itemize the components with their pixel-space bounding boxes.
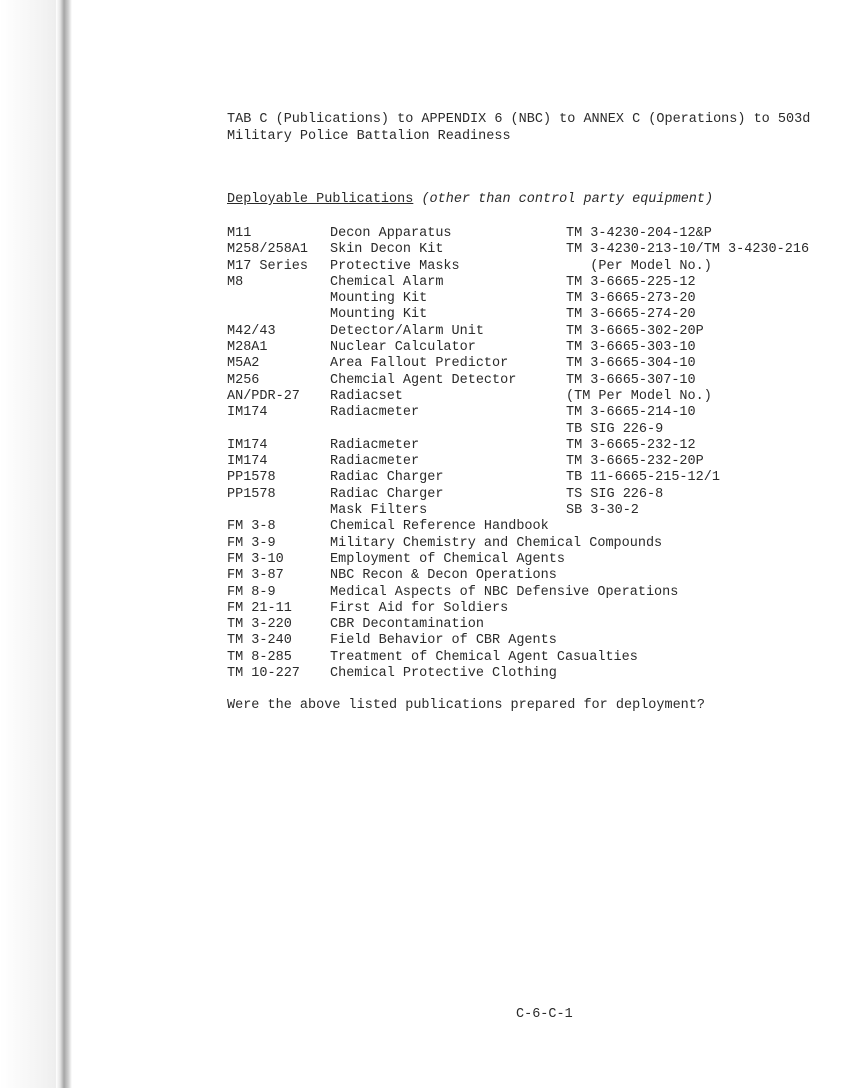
item-number: IM174 bbox=[227, 454, 268, 470]
item-name: Skin Decon Kit bbox=[330, 242, 444, 258]
scan-binding-shadow bbox=[56, 0, 72, 1088]
item-name: Employment of Chemical Agents bbox=[330, 551, 565, 567]
publication-reference: TS SIG 226-8 bbox=[566, 486, 664, 502]
item-number: FM 8-9 bbox=[227, 584, 276, 600]
section-heading bbox=[227, 192, 713, 207]
item-name: Field Behavior of CBR Agents bbox=[330, 633, 557, 649]
item-number: FM 3-9 bbox=[227, 535, 276, 551]
item-name: Radiacmeter bbox=[330, 405, 420, 421]
item-name: CBR Decontamination bbox=[330, 617, 484, 633]
item-number: TM 3-220 bbox=[227, 617, 292, 633]
page-number: C-6-C-1 bbox=[516, 1007, 573, 1022]
item-name: Chemical Protective Clothing bbox=[330, 666, 557, 682]
publication-reference: TB 11-6665-215-12/1 bbox=[566, 470, 720, 486]
item-number: TM 10-227 bbox=[227, 666, 300, 682]
publication-reference: TM 3-4230-213-10/TM 3-4230-216 bbox=[566, 242, 810, 258]
publication-reference: TM 3-4230-204-12&P bbox=[566, 226, 712, 241]
publication-reference: TM 3-6665-273-20 bbox=[566, 291, 696, 307]
publication-reference: (TM Per Model No.) bbox=[566, 388, 712, 404]
item-number: M11 bbox=[227, 226, 252, 241]
item-number: FM 21-11 bbox=[227, 600, 292, 616]
item-number: M8 bbox=[227, 274, 244, 290]
scan-margin bbox=[0, 0, 56, 1088]
item-number: M256 bbox=[227, 372, 260, 388]
item-name: Decon Apparatus bbox=[330, 226, 452, 241]
item-name: Radiacmeter bbox=[330, 437, 420, 453]
item-name: Chemcial Agent Detector bbox=[330, 372, 517, 388]
document-title bbox=[227, 112, 810, 145]
item-name: Nuclear Calculator bbox=[330, 340, 476, 356]
publication-reference: TM 3-6665-303-10 bbox=[566, 340, 696, 356]
item-number: FM 3-8 bbox=[227, 519, 276, 535]
item-name: Military Chemistry and Chemical Compounds bbox=[330, 535, 663, 551]
item-number: IM174 bbox=[227, 437, 268, 453]
publication-reference: TM 3-6665-232-20P bbox=[566, 454, 704, 470]
item-name: Chemical Reference Handbook bbox=[330, 519, 549, 535]
title-line-1: TAB C (Publications) to APPENDIX 6 (NBC) to ANNEX C (Operations) to 503d bbox=[227, 112, 811, 127]
item-number: M17 Series bbox=[227, 258, 309, 274]
item-name: NBC Recon & Decon Operations bbox=[330, 568, 557, 584]
title-line-2: Military Police Battalion Readiness bbox=[227, 128, 511, 144]
publication-reference: TM 3-6665-225-12 bbox=[566, 274, 696, 290]
item-number: AN/PDR-27 bbox=[227, 388, 300, 404]
item-name: Radiacset bbox=[330, 388, 403, 404]
item-number: FM 3-87 bbox=[227, 568, 284, 584]
item-name: Radiacmeter bbox=[330, 454, 420, 470]
item-number: M258/258A1 bbox=[227, 242, 309, 258]
section-subtitle: (other than control party equipment) bbox=[421, 192, 714, 207]
item-name: Mounting Kit bbox=[330, 307, 428, 323]
publication-reference: TM 3-6665-304-10 bbox=[566, 356, 696, 372]
publication-reference: SB 3-30-2 bbox=[566, 503, 639, 519]
publication-reference: TM 3-6665-307-10 bbox=[566, 372, 696, 388]
item-name: Area Fallout Predictor bbox=[330, 356, 509, 372]
publication-reference: (Per Model No.) bbox=[566, 258, 712, 274]
item-name: Mask Filters bbox=[330, 503, 428, 519]
publication-reference: TB SIG 226-9 bbox=[566, 421, 664, 437]
publication-reference: TM 3-6665-274-20 bbox=[566, 307, 696, 323]
item-name: Mounting Kit bbox=[330, 291, 428, 307]
item-name: Radiac Charger bbox=[330, 470, 444, 486]
item-name: Chemical Alarm bbox=[330, 274, 444, 290]
publication-reference: TM 3-6665-302-20P bbox=[566, 323, 704, 339]
item-number: PP1578 bbox=[227, 470, 276, 486]
item-name: Detector/Alarm Unit bbox=[330, 323, 484, 339]
item-number: FM 3-10 bbox=[227, 551, 284, 567]
item-number: PP1578 bbox=[227, 486, 276, 502]
section-title: Deployable Publications bbox=[227, 192, 414, 207]
deployment-question: Were the above listed publications prepared for deployment? bbox=[227, 698, 705, 713]
item-name: Radiac Charger bbox=[330, 486, 444, 502]
item-number: M42/43 bbox=[227, 323, 276, 339]
item-number: TM 3-240 bbox=[227, 633, 292, 649]
publication-reference: TM 3-6665-232-12 bbox=[566, 437, 696, 453]
item-number: M28A1 bbox=[227, 340, 268, 356]
item-number: IM174 bbox=[227, 405, 268, 421]
item-name: Treatment of Chemical Agent Casualties bbox=[330, 649, 638, 665]
item-name: First Aid for Soldiers bbox=[330, 600, 509, 616]
item-name: Protective Masks bbox=[330, 258, 460, 274]
item-name: Medical Aspects of NBC Defensive Operations bbox=[330, 584, 679, 600]
item-number: TM 8-285 bbox=[227, 649, 292, 665]
publication-reference: TM 3-6665-214-10 bbox=[566, 405, 696, 421]
item-number: M5A2 bbox=[227, 356, 260, 372]
